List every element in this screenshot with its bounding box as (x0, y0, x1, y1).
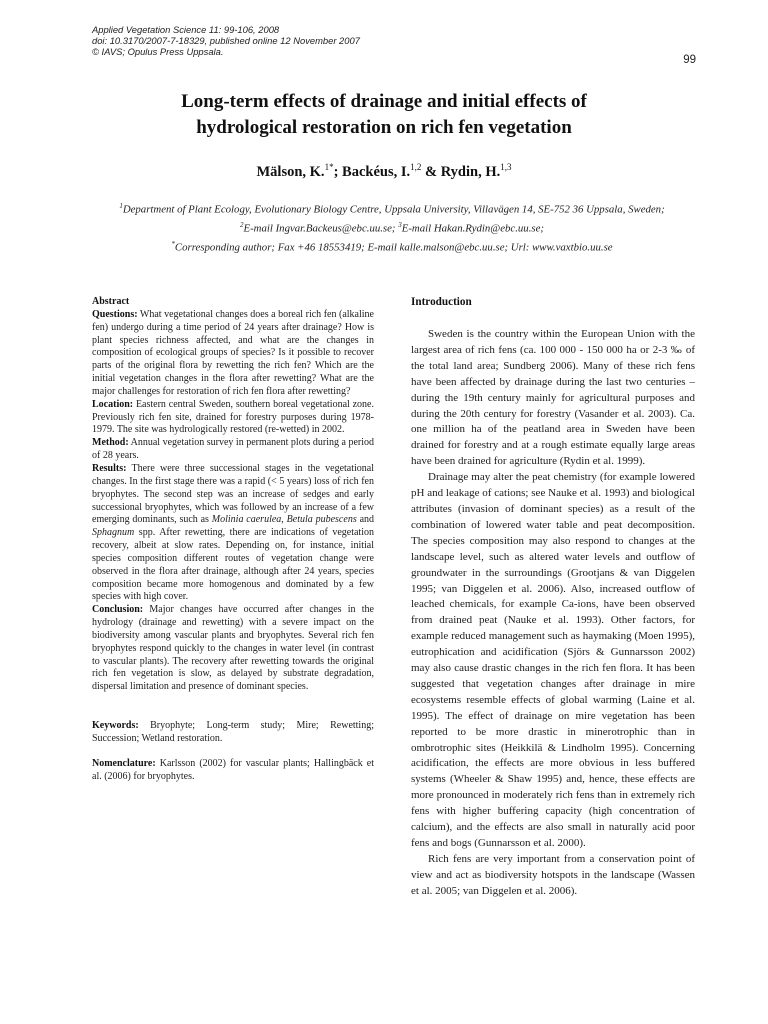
keywords: Keywords: Bryophyte; Long-term study; Mire; Rewetting; Succession; Wetland restoration. (92, 720, 374, 744)
email-text: E-mail Hakan.Rydin@ebc.uu.se; (401, 222, 544, 235)
page-number: 99 (683, 54, 696, 66)
author-separator: & (421, 163, 441, 180)
abstract-conclusion: Conclusion: Major changes have occurred after changes in the hydrology (drainage and rewetting) with a severe impact on the biodiversity among vascular plants and bryophytes. Several rich fen bryophytes respond quickly to the changes in water level (in contrast to vascular plants). The recovery after rewetting towards the original rich fen vegetation is slow, as delayed by substrate degradation, dispersal limitation and presence of dominant species. (92, 604, 374, 693)
affiliation-mark: 3 (398, 220, 402, 229)
abstract-location: Location: Eastern central Sweden, southern boreal vegetational zone. Previously rich fen site, drained for forestry purposes during 1978-1979. The site was hydrologically restored (re-wetted) in 2002. (92, 398, 374, 436)
affiliations (50, 199, 734, 255)
affiliation-text: Department of Plant Ecology, Evolutionary Biology Centre, Uppsala University, Villavägen 14, SE-752 36 Uppsala, Sweden; (122, 203, 665, 216)
author-name: Rydin, H. (440, 163, 501, 180)
author-affiliation-mark: 1,3 (500, 162, 512, 172)
author-name: Mälson, K. (256, 163, 325, 180)
author-name: Backéus, I. (342, 163, 411, 180)
left-column (92, 296, 374, 784)
intro-paragraph: Rich fens are very important from a conservation point of view and act as biodiversity hotspots in the landscape (Wassen et al. 2005; van Diggelen et al. 2006). (411, 852, 695, 897)
affiliation-line (50, 218, 734, 237)
title-line-1: Long-term effects of drainage and initial effects of (181, 91, 587, 112)
author-affiliation-mark: 1,2 (410, 162, 422, 172)
nomenclature: Nomenclature: Karlsson (2002) for vascular plants; Hallingbäck et al. (2006) for bryophytes. (92, 757, 374, 782)
affiliation-line (50, 199, 734, 218)
email-text: E-mail Ingvar.Backeus@ebc.uu.se; (243, 222, 399, 235)
author-separator: ; (333, 163, 343, 180)
right-column (411, 296, 695, 900)
section-heading-introduction: Introduction (411, 296, 472, 308)
copyright-line: © IAVS; Opulus Press Uppsala. (92, 46, 224, 57)
author-affiliation-mark: 1* (324, 162, 334, 172)
doi-line: doi: 10.3170/2007-7-18329, published online 12 November 2007 (92, 35, 360, 46)
journal-header (92, 24, 692, 57)
title-line-2: hydrological restoration on rich fen vegetation (196, 117, 572, 138)
corresponding-author-text: Corresponding author; Fax +46 18553419; E-mail kalle.malson@ebc.uu.se; Url: www.vaxtbio.uu.se (174, 241, 613, 254)
affiliation-mark: * (171, 239, 175, 248)
paper-title (60, 89, 708, 141)
abstract-questions: Questions: What vegetational changes does a boreal rich fen (alkaline fen) undergo during a time period of 24 years after drainage? How is plant species richness affected, and what are the changes in composition of ecological groups of species? Is it possible to recover parts of the original flora by rewetting the rich fen? Which are the initial vegetation changes in the flora after rewetting? What are the major challenges for restoration of rich fen flora after rewetting? (92, 308, 374, 397)
abstract-method: Method: Annual vegetation survey in permanent plots during a period of 28 years. (92, 437, 374, 462)
abstract-heading: Abstract (92, 296, 130, 307)
abstract-results: Results: There were three successional stages in the vegetational changes. In the first stage there was a rapid (< 5 years) loss of rich fen bryophytes. The second step was an increase of sedges and early successional bryophytes, which was followed by an increase of a few emerging dominants, such as Molinia caerulea, Betula pubescens and Sphagnum spp. After rewetting, there are indications of vegetation recovery, albeit at slow rates. Depending on, for instance, initial species composition different routes of vegetation change were observed in the flora after drainage, although after 24 years, species composition became more homogenous and dominated by a few species with high cover. (92, 462, 375, 603)
affiliation-mark: 2 (239, 220, 244, 229)
intro-paragraph: Drainage may alter the peat chemistry (for example lowered pH and leakage of cations; see Nauke et al. 1993) and biological attributes (invasion of dominant species) as a result of the combination of lowered water table and peat decomposition. The species composition may also respond to changes at the landscape level, such as altered water levels and outflow of groundwater in the surroundings (Grootjans & van Diggelen 1995; van Diggelen et al. 2006). Also, increased outflow of leached chemicals, for example Ca-ions, have been observed from drained peat (Nauke et al. 1993). Other factors, for example reduced management such as haymaking (Moen 1995), eutrophication and acidification (Sjörs & Gunnarsson 2002) may also cause drastic changes in the rich fen flora. It has been suggested that vegetation changes after drainage in mire ecosystems resemble effects of global warming (Laine et al. 1995). The effect of drainage on mire vegetation has been reported to be more drastic in minerotrophic than in ombrotrophic sites (Heikkilä & Lindholm 1995). Concerning acidification, the effects are more obvious in less buffered systems (Wheeler & Shaw 1995) and, hence, these effects are more pronounced in moderately rich fens than in extremely rich fens with higher buffering capacity (high concentration of calcium), and the effects are also small in naturally acid poor fens and bogs (Gunnarsson et al. 2000). (411, 471, 695, 849)
intro-paragraph: Sweden is the country within the European Union with the largest area of rich fens (ca. 100 000 - 150 000 ha or 2-3 ‰ of the total land area; Sundberg 2006). Many of these rich fens have been affected by drainage during the last two centuries – during the 19th century mainly for agricultural purposes and during the 20th century for forestry (Vasander et al. 2003). Ca. one million ha of the peatland area in Sweden have been drained for forestry and at a rough estimate equally large areas have been drained for agriculture (Rydin et al. 1999). (411, 328, 695, 468)
affiliation-line (50, 237, 734, 256)
journal-citation: Applied Vegetation Science 11: 99-106, 2008 (92, 24, 280, 35)
affiliation-mark: 1 (119, 202, 123, 210)
author-list (60, 162, 708, 181)
